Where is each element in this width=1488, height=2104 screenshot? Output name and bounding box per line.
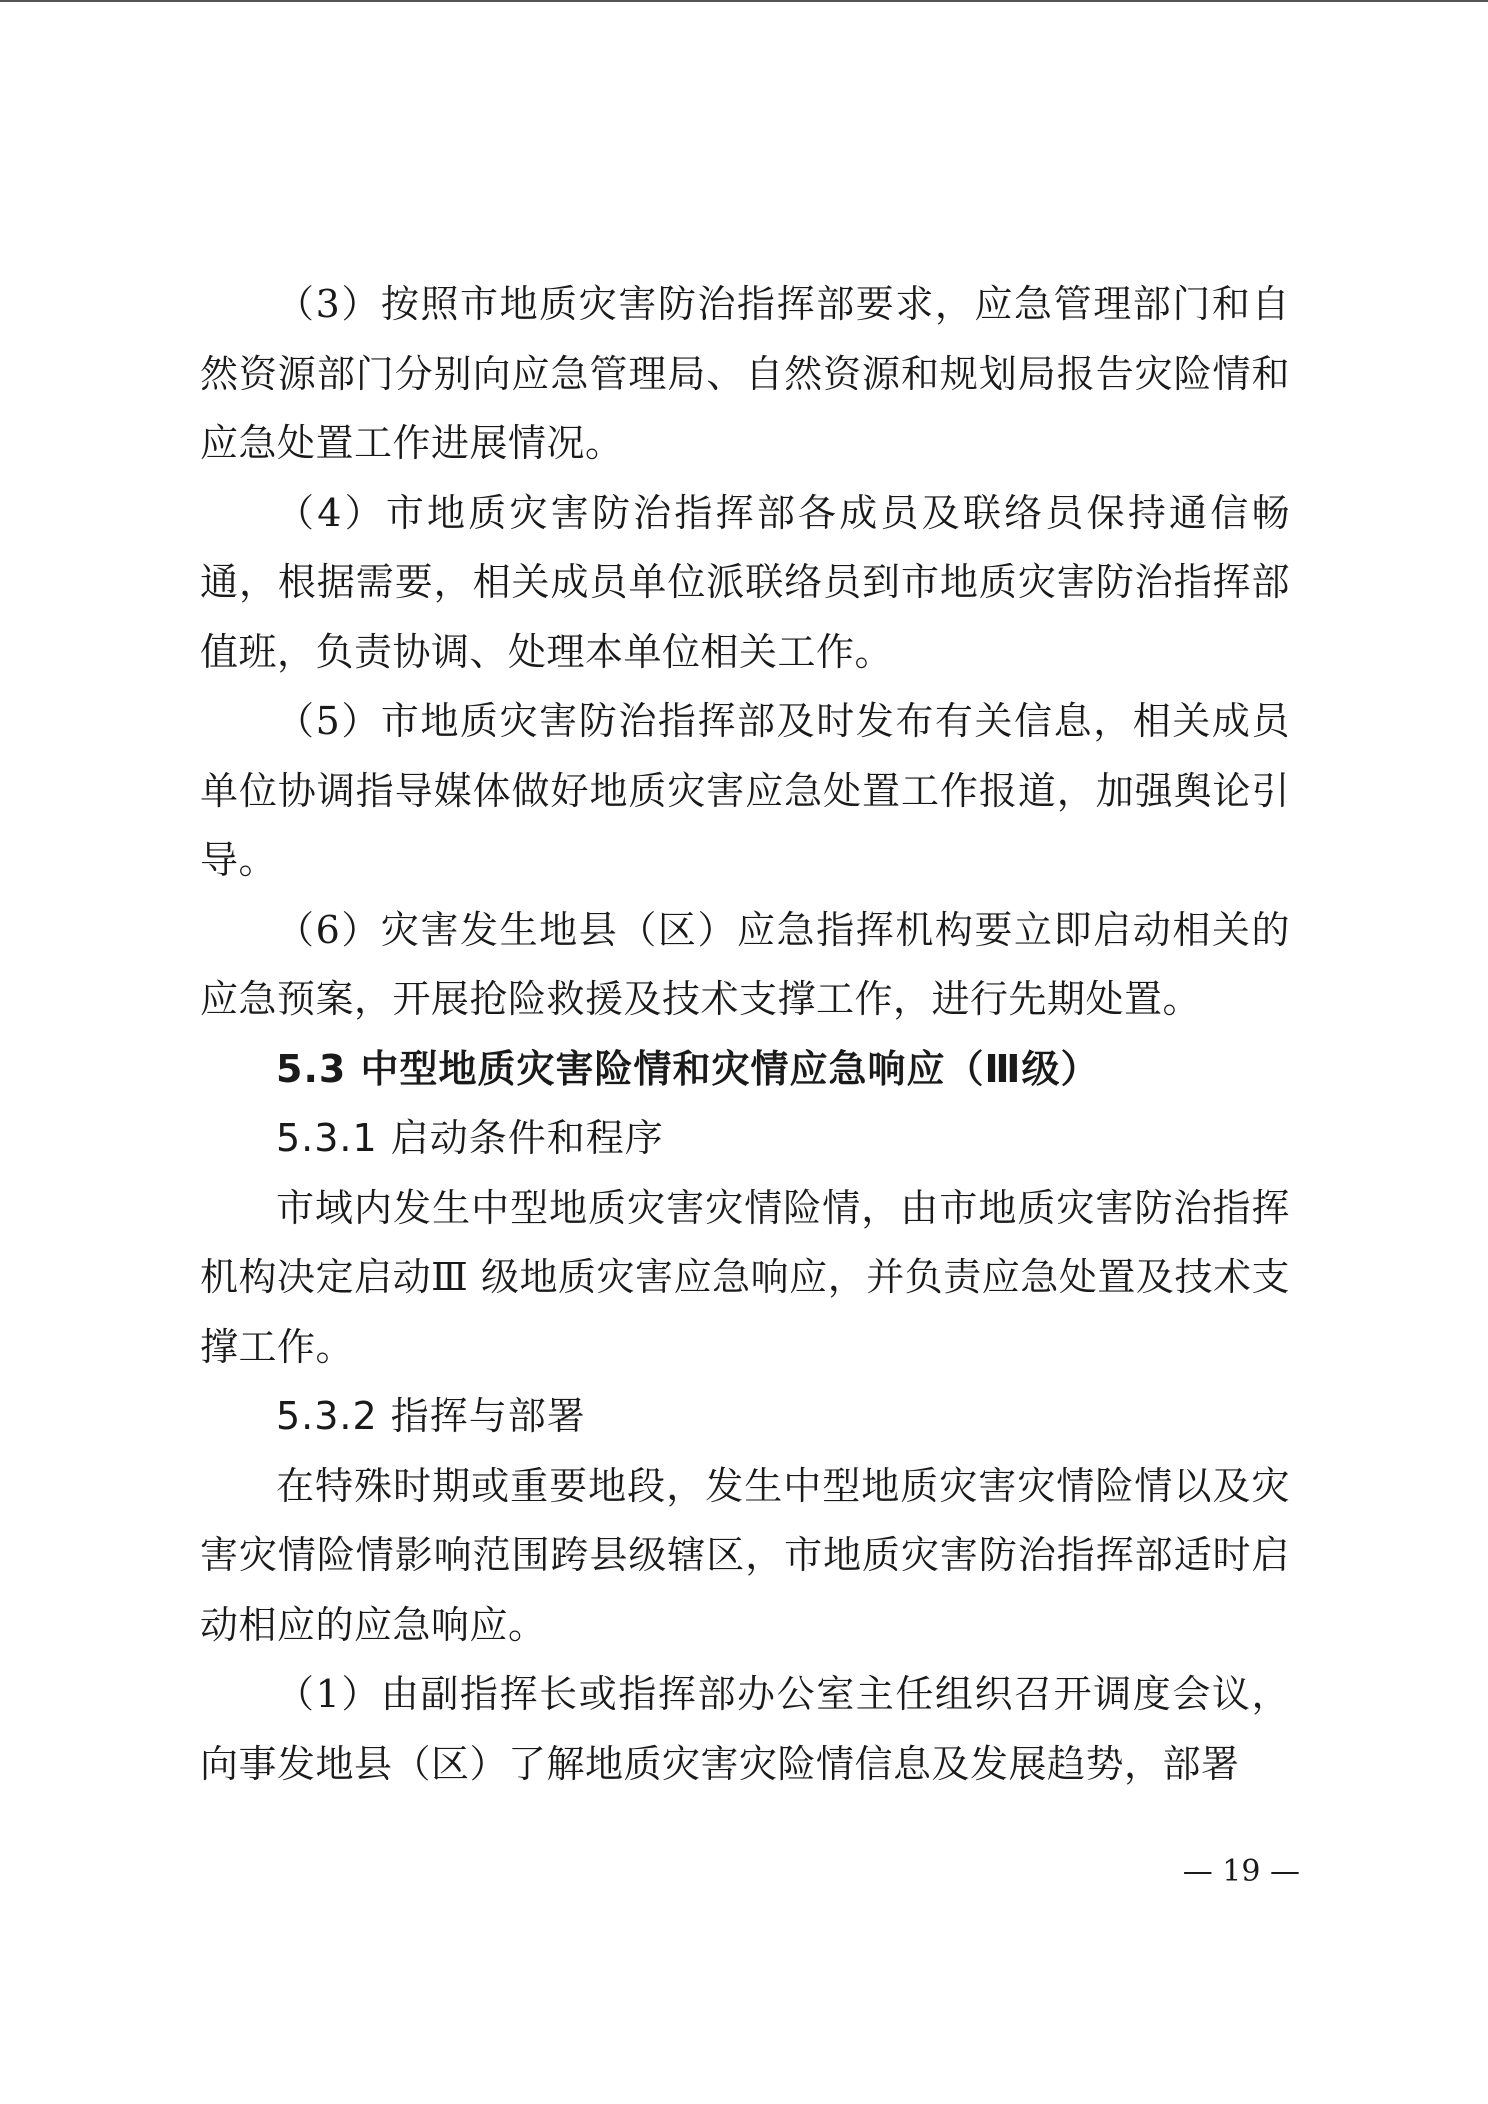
para-item-6: （6）灾害发生地县（区）应急指挥机构要立即启动相关的应急预案，开展抢险救援及技术支撑工作，进行先期处置。 xyxy=(200,907,1290,1021)
para-item-4: （4）市地质灾害防治指挥部各成员及联络员保持通信畅通，根据需要，相关成员单位派联络员到市地质灾害防治指挥部值班，负责协调、处理本单位相关工作。 xyxy=(200,490,1290,674)
para-5-3-1-body: 市域内发生中型地质灾害灾情险情，由市地质灾害防治指挥机构决定启动Ⅲ 级地质灾害应急响应，并负责应急处置及技术支撑工作。 xyxy=(200,1185,1290,1369)
page-number: — 19 — xyxy=(1182,1854,1300,1889)
para-5-3-2-body: 在特殊时期或重要地段，发生中型地质灾害灾情险情以及灾害灾情险情影响范围跨县级辖区，市地质灾害防治指挥部适时启动相应的应急响应。 xyxy=(200,1463,1290,1647)
section-heading-5-3-1: 5.3.1 启动条件和程序 xyxy=(276,1116,664,1160)
para-item-3: （3）按照市地质灾害防治指挥部要求，应急管理部门和自然资源部门分别向应急管理局、自然资源和规划局报告灾险情和应急处置工作进展情况。 xyxy=(200,282,1290,465)
para-item-5: （5）市地质灾害防治指挥部及时发布有关信息，相关成员单位协调指导媒体做好地质灾害应急处置工作报道，加强舆论引导。 xyxy=(200,699,1290,882)
top-border-line xyxy=(0,0,1488,2)
para-5-3-2-item-1: （1）由副指挥长或指挥部办公室主任组织召开调度会议，向事发地县（区）了解地质灾害灾险情信息及发展趋势，部署 xyxy=(200,1672,1290,1786)
document-body xyxy=(200,270,1290,1799)
section-heading-5-3-2: 5.3.2 指挥与部署 xyxy=(276,1394,586,1438)
section-heading-5-3: 5.3 中型地质灾害险情和灾情应急响应（Ⅲ级） xyxy=(276,1046,1100,1091)
